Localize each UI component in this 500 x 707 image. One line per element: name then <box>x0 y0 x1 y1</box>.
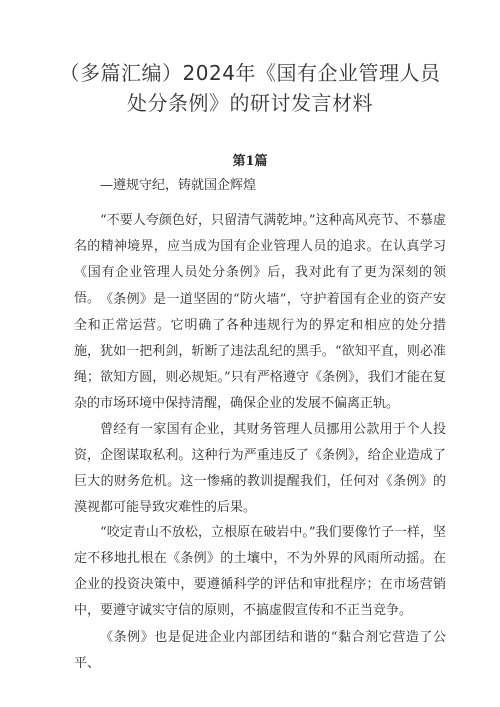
body-paragraph: 曾经有一家国有企业，其财务管理人员挪用公款用于个人投资，企图谋取私利。这种行为严重违反了《条例》，给企业造成了巨大的财务危机。这一惨痛的教训提醒我们，任何对《条例》的漠视都可能导致灾难性的后果。 <box>74 422 446 515</box>
body-paragraph: “不要人夸颜色好，只留清气满乾坤。”这种高风亮节、不慕虚名的精神境界，应当成为国有企业管理人员的追求。在认真学习《国有企业管理人员处分条例》后，我对此有了更为深刻的领悟。 <box>74 213 446 306</box>
body-paragraph: 《条例》也是促进企业内部团结和谐的“黏合剂它营造了公平、 <box>74 630 446 671</box>
document-title-line-2: 处分条例》的研讨发言材料 <box>127 91 373 115</box>
section-heading: 第1篇 <box>232 154 268 169</box>
body-paragraph: 《条例》是一道坚固的“防火墙”，守护着国有企业的资产安全和正常运营。它明确了各种违规行为的界定和相应的处分措施，犹如一把利剑，斩断了违法乱纪的黑手。“欲知平直，则必准绳；欲知方圆，则必规矩。”只有严格遵守《条例》，我们才能在复杂的市场环境中保持清醒，确保企业的发展不偏离正轨。 <box>74 292 446 411</box>
body-paragraph: “咬定青山不放松，立根原在破岩中。”我们要像竹子一样，坚定不移地扎根在《条例》的土壤中，不为外界的风雨所动摇。在企业的投资决策中，要遵循科学的评估和审批程序；在市场营销中，要遵守诚实守信的原则，不搞虚假宣传和不正当竞争。 <box>74 525 446 618</box>
subtitle-paragraph: —遵规守纪，铸就国企辉煌 <box>100 178 257 193</box>
document-title-line-1: （多篇汇编）2024年《国有企业管理人员 <box>59 61 441 85</box>
